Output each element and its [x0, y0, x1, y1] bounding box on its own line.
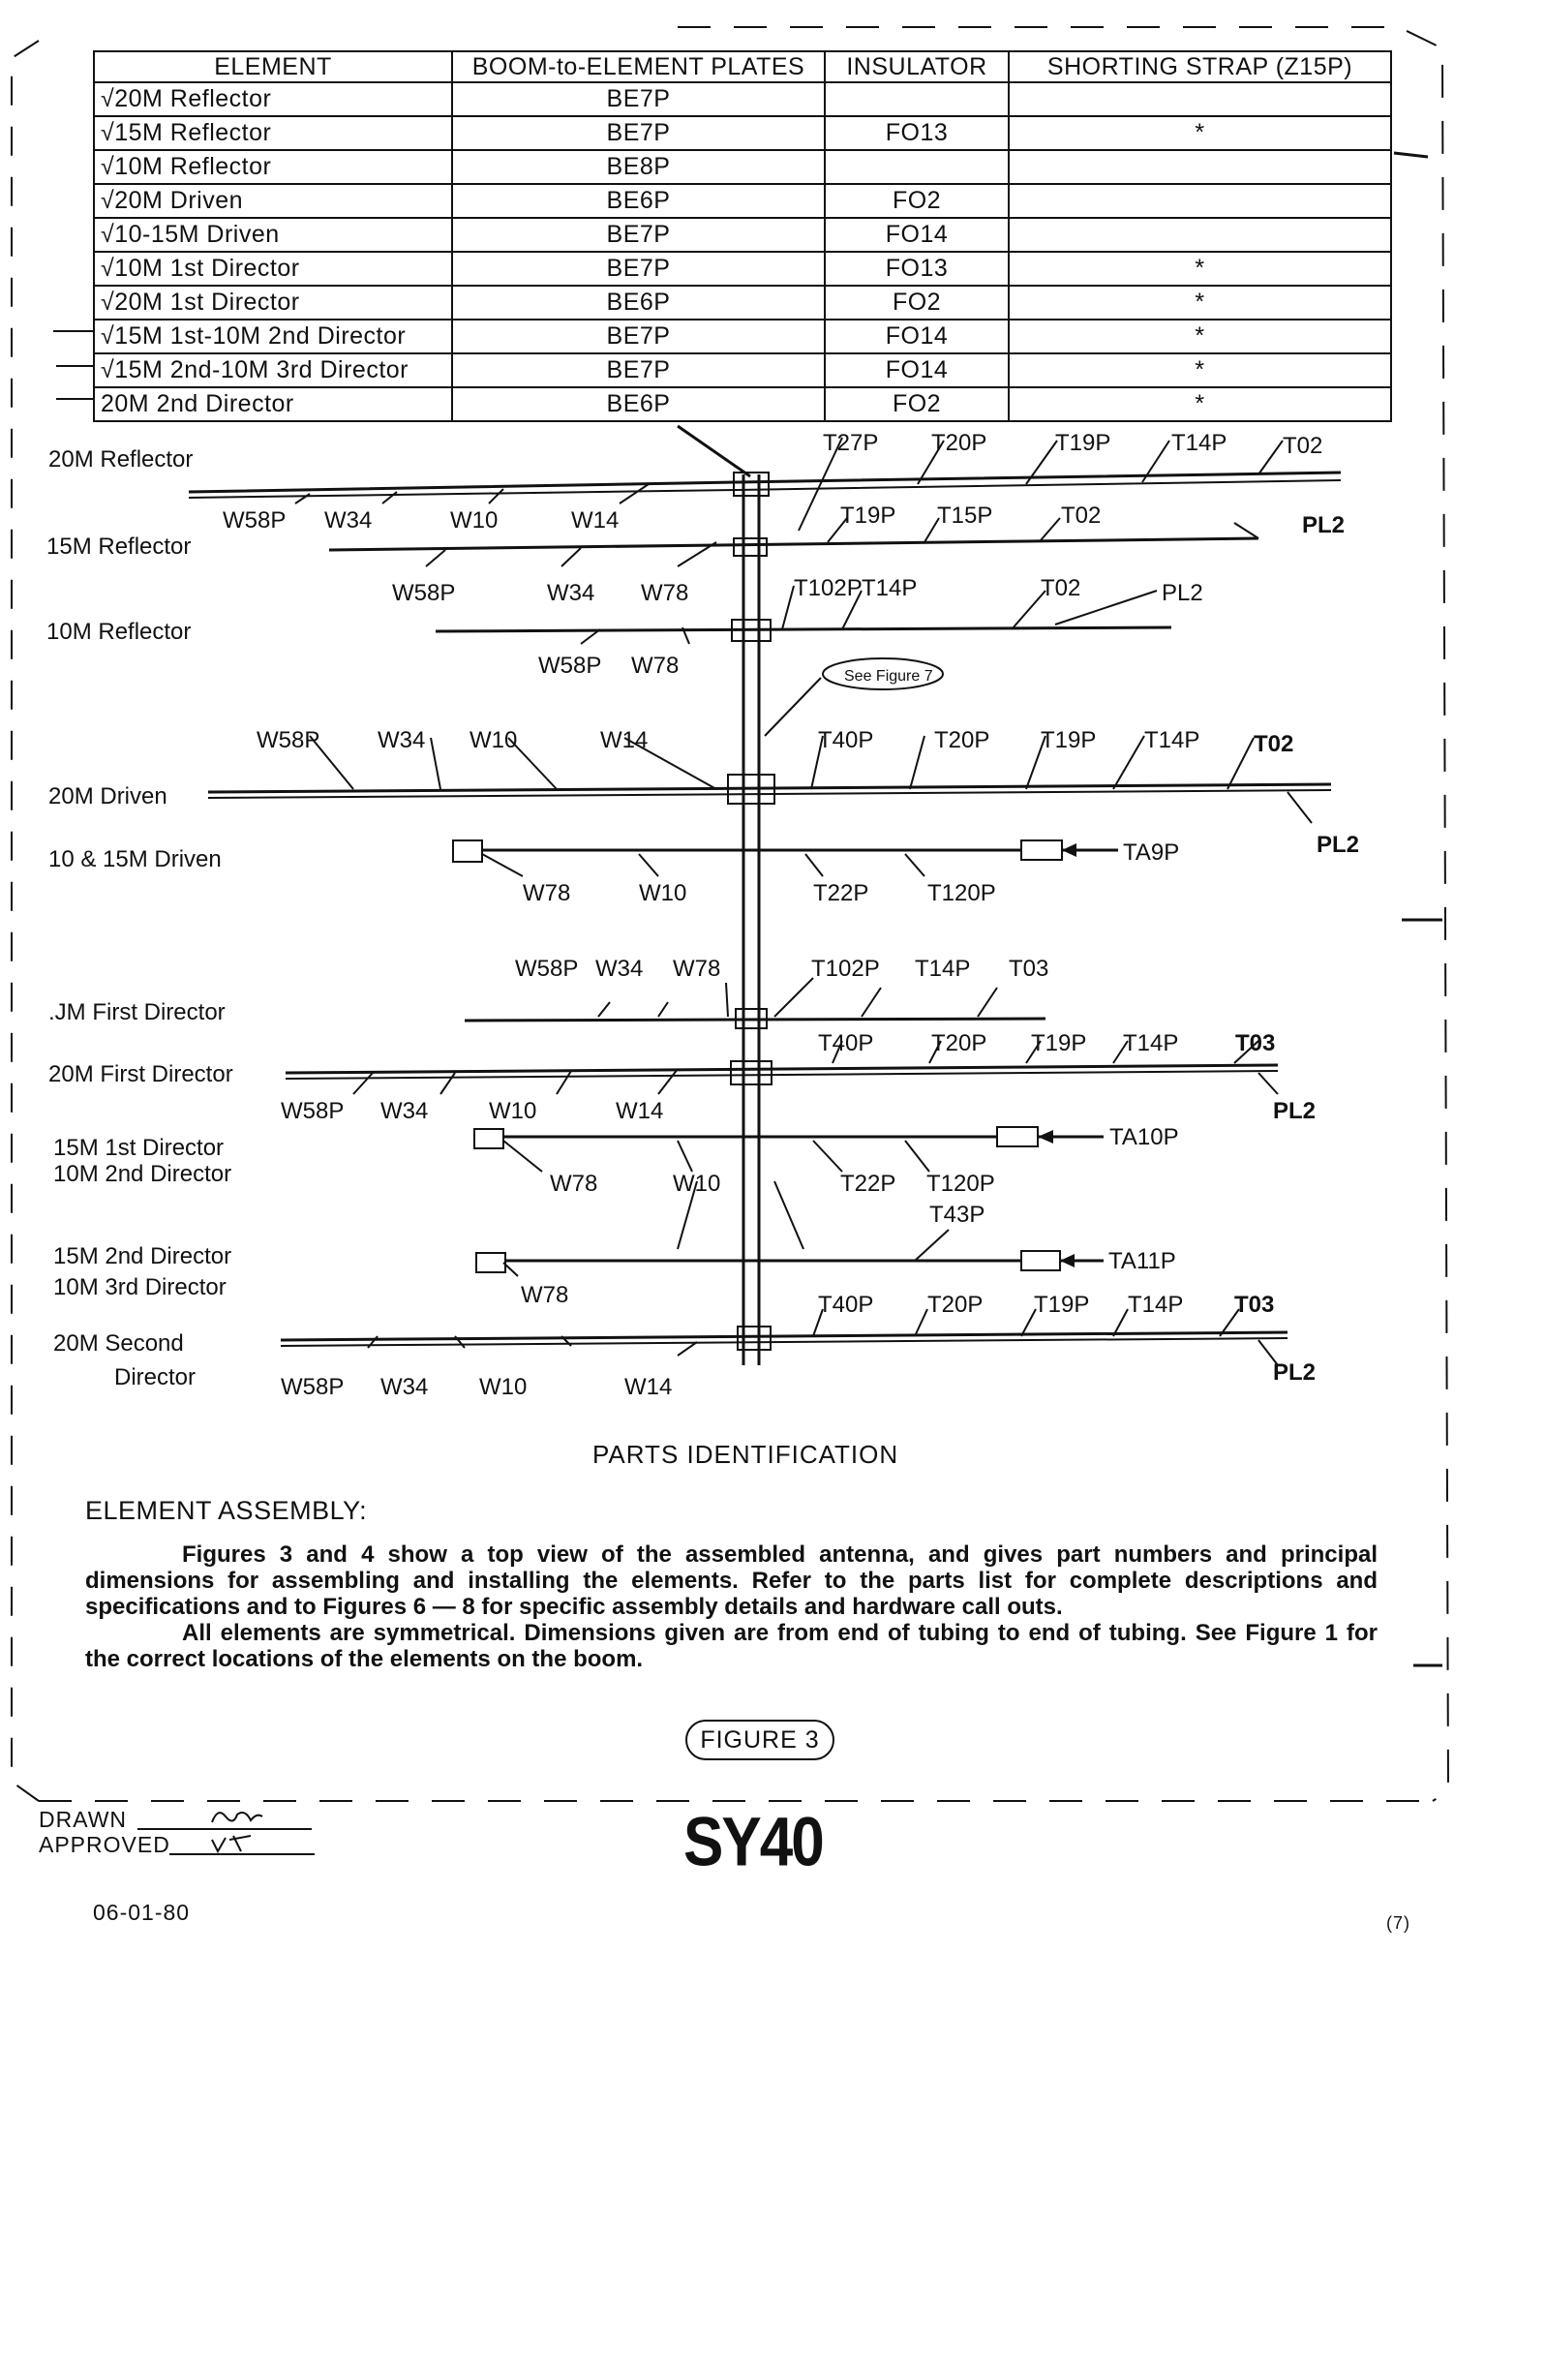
- part-t20p: T20P: [931, 430, 987, 456]
- label-20m-first-director: 20M First Director: [48, 1061, 233, 1087]
- row-shorting-strap: *: [1009, 116, 1391, 150]
- part-t03: T03: [1009, 956, 1049, 982]
- part-w10: W10: [489, 1098, 537, 1124]
- row-element: 20M 2nd Director: [94, 387, 452, 421]
- part-t20p: T20P: [927, 1292, 984, 1318]
- row-insulator: FO2: [825, 387, 1009, 421]
- part-w78: W78: [641, 580, 689, 606]
- part-w58p: W58P: [538, 653, 602, 679]
- label-10m-reflector: 10M Reflector: [46, 619, 192, 645]
- row-shorting-strap: *: [1009, 353, 1391, 387]
- row-boom-plate: BE6P: [452, 184, 825, 218]
- row-boom-plate: BE6P: [452, 387, 825, 421]
- header-boom-plates: BOOM-to-ELEMENT PLATES: [452, 51, 825, 82]
- header-shorting-strap: SHORTING STRAP (Z15P): [1009, 51, 1391, 82]
- row-element: √15M 1st-10M 2nd Director: [94, 320, 452, 353]
- part-ta9p: TA9P: [1123, 839, 1180, 866]
- part-t40p: T40P: [818, 727, 874, 753]
- row-boom-plate: BE8P: [452, 150, 825, 184]
- part-w58p: W58P: [281, 1374, 345, 1400]
- row-boom-plate: BE7P: [452, 116, 825, 150]
- part-pl2: PL2: [1302, 512, 1346, 538]
- part-t03: T03: [1235, 1030, 1276, 1056]
- row-boom-plate: BE7P: [452, 82, 825, 116]
- row-insulator: FO13: [825, 252, 1009, 286]
- row-insulator: FO2: [825, 286, 1009, 320]
- approved-signature: [208, 1830, 266, 1855]
- row-shorting-strap: *: [1009, 252, 1391, 286]
- label-15m-2nd-director: 15M 2nd Director: [53, 1243, 232, 1269]
- part-pl2: PL2: [1162, 580, 1203, 606]
- part-w34: W34: [324, 507, 373, 534]
- part-t14p: T14P: [1171, 430, 1227, 456]
- part-w78: W78: [521, 1282, 569, 1308]
- part-t14p: T14P: [915, 956, 971, 982]
- header-insulator: INSULATOR: [825, 51, 1009, 82]
- part-pl2: PL2: [1273, 1098, 1317, 1124]
- part-t43p: T43P: [929, 1202, 985, 1228]
- row-boom-plate: BE7P: [452, 320, 825, 353]
- approved-label: APPROVED: [39, 1832, 170, 1857]
- part-t120p: T120P: [926, 1171, 995, 1197]
- part-t14p: T14P: [1128, 1292, 1184, 1318]
- part-t40p: T40P: [818, 1292, 874, 1318]
- header-element: ELEMENT: [94, 51, 452, 82]
- part-t03: T03: [1234, 1292, 1275, 1318]
- part-w34: W34: [380, 1098, 429, 1124]
- label-10-15m-driven: 10 & 15M Driven: [48, 846, 222, 872]
- drawing-date: 06-01-80: [93, 1900, 191, 1925]
- label-15m-1st-director: 15M 1st Director: [53, 1135, 225, 1161]
- part-w34: W34: [595, 956, 644, 982]
- part-t02: T02: [1283, 433, 1323, 459]
- label-director: Director: [114, 1364, 197, 1390]
- row-boom-plate: BE7P: [452, 218, 825, 252]
- part-t19p: T19P: [840, 503, 896, 529]
- part-w58p: W58P: [392, 580, 456, 606]
- row-element: √15M Reflector: [94, 116, 452, 150]
- part-t22p: T22P: [840, 1171, 896, 1197]
- part-w78: W78: [673, 956, 721, 982]
- part-t27p: T27P: [823, 430, 879, 456]
- label-10m-2nd-director: 10M 2nd Director: [53, 1161, 232, 1187]
- label-15m-reflector: 15M Reflector: [46, 534, 192, 560]
- part-t02: T02: [1061, 503, 1102, 529]
- part-t22p: T22P: [813, 880, 869, 906]
- figure-label: FIGURE 3: [685, 1720, 834, 1760]
- part-t02: T02: [1041, 575, 1081, 601]
- label-10m-first-director: .JM First Director: [48, 999, 226, 1025]
- part-w14: W14: [571, 507, 620, 534]
- model-number: SY40: [683, 1804, 823, 1881]
- label-10m-3rd-director: 10M 3rd Director: [53, 1274, 227, 1300]
- part-w78: W78: [523, 880, 571, 906]
- part-w58p: W58P: [223, 507, 287, 534]
- part-t19p: T19P: [1055, 430, 1111, 456]
- row-element: √10M 1st Director: [94, 252, 452, 286]
- part-pl2: PL2: [1317, 832, 1360, 858]
- row-element: √10M Reflector: [94, 150, 452, 184]
- page-number: (7): [1386, 1913, 1410, 1933]
- row-element: √15M 2nd-10M 3rd Director: [94, 353, 452, 387]
- part-t102p: T102P: [794, 575, 863, 601]
- part-w10: W10: [639, 880, 687, 906]
- row-insulator: FO14: [825, 218, 1009, 252]
- part-t14p: T14P: [862, 575, 918, 601]
- row-boom-plate: BE7P: [452, 252, 825, 286]
- row-shorting-strap: *: [1009, 320, 1391, 353]
- part-t14p: T14P: [1144, 727, 1200, 753]
- row-element: √20M 1st Director: [94, 286, 452, 320]
- row-shorting-strap: *: [1009, 387, 1391, 421]
- row-boom-plate: BE7P: [452, 353, 825, 387]
- part-w78: W78: [550, 1171, 598, 1197]
- part-t20p: T20P: [934, 727, 990, 753]
- part-w78: W78: [631, 653, 680, 679]
- part-t120p: T120P: [927, 880, 996, 906]
- part-w58p: W58P: [515, 956, 579, 982]
- part-w34: W34: [380, 1374, 429, 1400]
- part-t20p: T20P: [931, 1030, 987, 1056]
- row-shorting-strap: *: [1009, 286, 1391, 320]
- assembly-heading: ELEMENT ASSEMBLY:: [85, 1496, 368, 1525]
- row-insulator: FO2: [825, 184, 1009, 218]
- part-w14: W14: [600, 727, 649, 753]
- part-ta10p: TA10P: [1109, 1124, 1179, 1150]
- drawn-signature: [208, 1803, 266, 1828]
- part-w34: W34: [547, 580, 595, 606]
- part-t14p: T14P: [1123, 1030, 1179, 1056]
- label-20m-second: 20M Second: [53, 1330, 184, 1357]
- row-insulator: FO13: [825, 116, 1009, 150]
- part-w10: W10: [479, 1374, 528, 1400]
- row-insulator: FO14: [825, 353, 1009, 387]
- row-element: √20M Reflector: [94, 82, 452, 116]
- part-t02: T02: [1254, 731, 1294, 757]
- part-t102p: T102P: [811, 956, 880, 982]
- part-w10: W10: [673, 1171, 721, 1197]
- row-insulator: FO14: [825, 320, 1009, 353]
- assembly-paragraph: Figures 3 and 4 show a top view of the assembled antenna, and gives part numbers and principal dimensions for assembling and installing the elements. Refer to the parts list for complete descriptions and specifications and to Figures 6 — 8 for specific assembly details and hardware call outs.: [85, 1541, 1378, 1620]
- part-w58p: W58P: [281, 1098, 345, 1124]
- drawn-label: DRAWN: [39, 1807, 128, 1832]
- part-pl2: PL2: [1273, 1359, 1317, 1386]
- label-20m-driven: 20M Driven: [48, 783, 167, 809]
- see-figure-label: See Figure 7: [844, 668, 933, 685]
- part-t19p: T19P: [1034, 1292, 1090, 1318]
- part-t15p: T15P: [937, 503, 993, 529]
- part-t40p: T40P: [818, 1030, 874, 1056]
- assembly-paragraph: All elements are symmetrical. Dimensions given are from end of tubing to end of tubing. See Figure 1 for the correct locations of the elements on the boom.: [85, 1620, 1378, 1672]
- row-element: √10-15M Driven: [94, 218, 452, 252]
- part-t19p: T19P: [1031, 1030, 1087, 1056]
- assembly-text: [85, 1541, 1378, 1672]
- part-w10: W10: [450, 507, 499, 534]
- part-w34: W34: [378, 727, 426, 753]
- part-t19p: T19P: [1041, 727, 1097, 753]
- part-w10: W10: [470, 727, 518, 753]
- part-w58p: W58P: [257, 727, 320, 753]
- part-w14: W14: [624, 1374, 673, 1400]
- row-boom-plate: BE6P: [452, 286, 825, 320]
- label-20m-reflector: 20M Reflector: [48, 446, 194, 473]
- diagram-caption: PARTS IDENTIFICATION: [592, 1440, 899, 1469]
- part-ta11p: TA11P: [1108, 1248, 1176, 1274]
- row-element: √20M Driven: [94, 184, 452, 218]
- part-w14: W14: [616, 1098, 664, 1124]
